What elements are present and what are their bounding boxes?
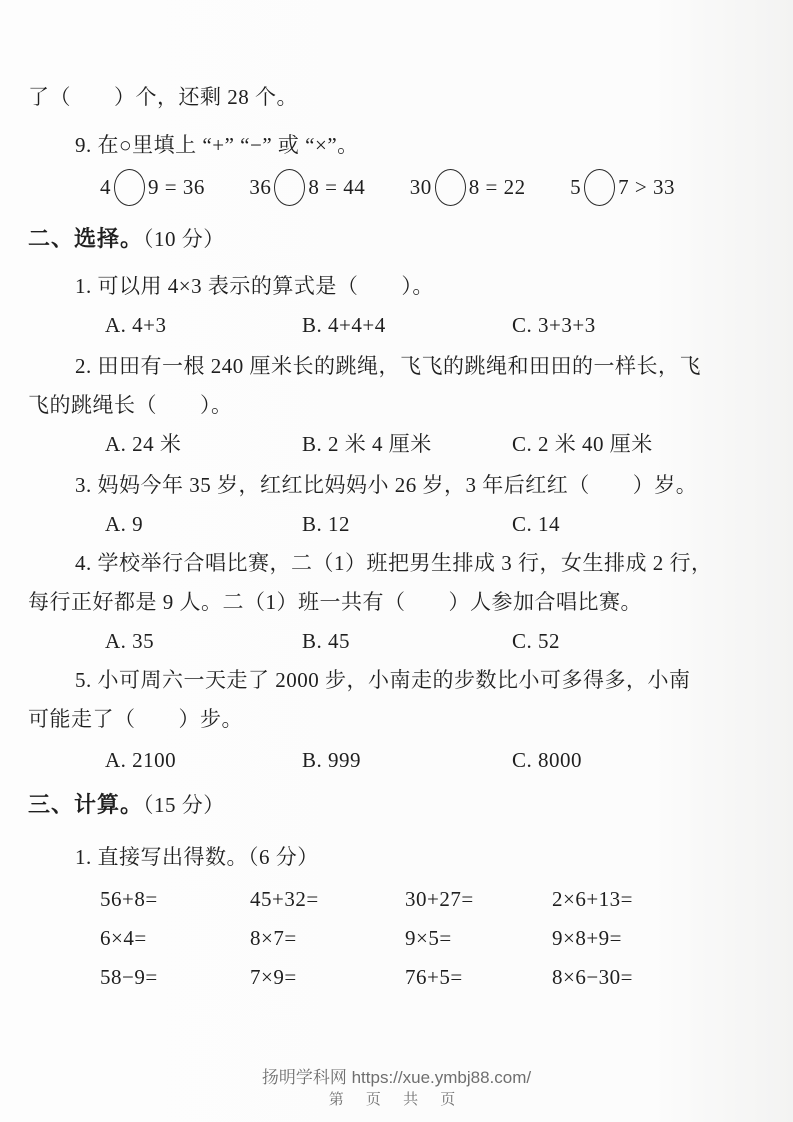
option-c: C. 8000 <box>512 748 583 772</box>
question-5-line1: 5. 小可周六一天走了 2000 步，小南走的步数比小可多得多，小南 <box>75 668 691 692</box>
option-c: C. 2 米 40 厘米 <box>512 432 653 456</box>
question-4-line1: 4. 学校举行合唱比赛，二（1）班把男生排成 3 行，女生排成 2 行， <box>75 551 713 575</box>
calc-cell: 7×9= <box>250 965 297 989</box>
circle-blank <box>114 169 145 206</box>
question-2-options <box>28 425 765 464</box>
calc-cell: 9×5= <box>405 926 452 950</box>
option-b: B. 4+4+4 <box>302 313 386 337</box>
calc-cell: 8×7= <box>250 926 297 950</box>
calc-cell: 45+32= <box>250 887 319 911</box>
question-1-line: 1. 可以用 4×3 表示的算式是（ ）。 <box>75 274 434 298</box>
section-3-score: （15 分） <box>143 793 225 817</box>
footer-site-link: 扬明学科网 https://xue.ymbj88.com/ <box>261 1068 532 1087</box>
equation <box>410 168 526 207</box>
question-3-options <box>28 505 765 544</box>
question-4-options <box>28 622 765 661</box>
section-2-title: 二、选择。 <box>28 226 144 251</box>
equation-right: 8 = 44 <box>308 174 366 199</box>
option-b: B. 999 <box>302 748 362 772</box>
equation-right: 8 = 22 <box>468 174 526 199</box>
equation <box>570 168 675 207</box>
option-c: C. 14 <box>512 512 561 536</box>
equation-left: 36 <box>249 174 272 199</box>
question-5-line2: 可能走了（ ）步。 <box>28 707 243 731</box>
calc-cell: 56+8= <box>100 887 158 911</box>
equation <box>249 168 365 207</box>
section-3-header <box>28 785 765 825</box>
page-footer <box>0 1068 793 1110</box>
option-a: A. 2100 <box>105 748 177 772</box>
calc-cell: 2×6+13= <box>552 887 634 911</box>
calc-cell: 9×8+9= <box>552 926 623 950</box>
calc-cell: 6×4= <box>100 926 147 950</box>
option-b: B. 12 <box>302 512 351 536</box>
section-2-header <box>28 219 765 259</box>
calc-cell: 8×6−30= <box>552 965 634 989</box>
calc-row <box>100 880 765 919</box>
section-3-title: 三、计算。 <box>28 792 144 817</box>
circle-blank <box>584 169 615 206</box>
option-a: A. 35 <box>105 629 155 653</box>
equation-right: 7 > 33 <box>618 174 675 199</box>
calc-cell: 76+5= <box>405 965 463 989</box>
option-b: B. 2 米 4 厘米 <box>302 432 432 456</box>
question-1-options <box>28 306 765 345</box>
equation-left: 5 <box>570 174 582 199</box>
option-b: B. 45 <box>302 629 351 653</box>
intro-line: 了（ ）个，还剩 28 个。 <box>28 85 298 109</box>
section-2-score: （10 分） <box>143 227 225 251</box>
question-9-label: 9. 在○里填上 “+” “−” 或 “×”。 <box>75 133 359 157</box>
equation-left: 4 <box>100 174 111 199</box>
equation <box>100 168 205 207</box>
question-4-line2: 每行正好都是 9 人。二（1）班一共有（ ）人参加合唱比赛。 <box>28 590 642 614</box>
question-5-options <box>28 741 765 780</box>
option-a: A. 9 <box>105 512 144 536</box>
circle-blank <box>274 169 305 206</box>
question-9-equations <box>100 166 675 208</box>
calc-row <box>100 919 765 958</box>
footer-page-info: 第 页 共 页 <box>328 1091 465 1108</box>
calc-row <box>100 958 765 997</box>
option-a: A. 24 米 <box>105 432 182 456</box>
question-2-line1: 2. 田田有一根 240 厘米长的跳绳，飞飞的跳绳和田田的一样长，飞 <box>75 354 701 378</box>
option-c: C. 3+3+3 <box>512 313 596 337</box>
calc-label: 1. 直接写出得数。（6 分） <box>75 845 319 869</box>
calc-cell: 58−9= <box>100 965 158 989</box>
circle-blank <box>435 169 466 206</box>
calc-cell: 30+27= <box>405 887 474 911</box>
option-c: C. 52 <box>512 629 561 653</box>
question-3-line: 3. 妈妈今年 35 岁，红红比妈妈小 26 岁，3 年后红红（ ）岁。 <box>75 473 698 497</box>
option-a: A. 4+3 <box>105 313 167 337</box>
equation-right: 9 = 36 <box>148 174 205 199</box>
question-2-line2: 飞的跳绳长（ ）。 <box>28 393 233 417</box>
equation-left: 30 <box>409 174 432 199</box>
